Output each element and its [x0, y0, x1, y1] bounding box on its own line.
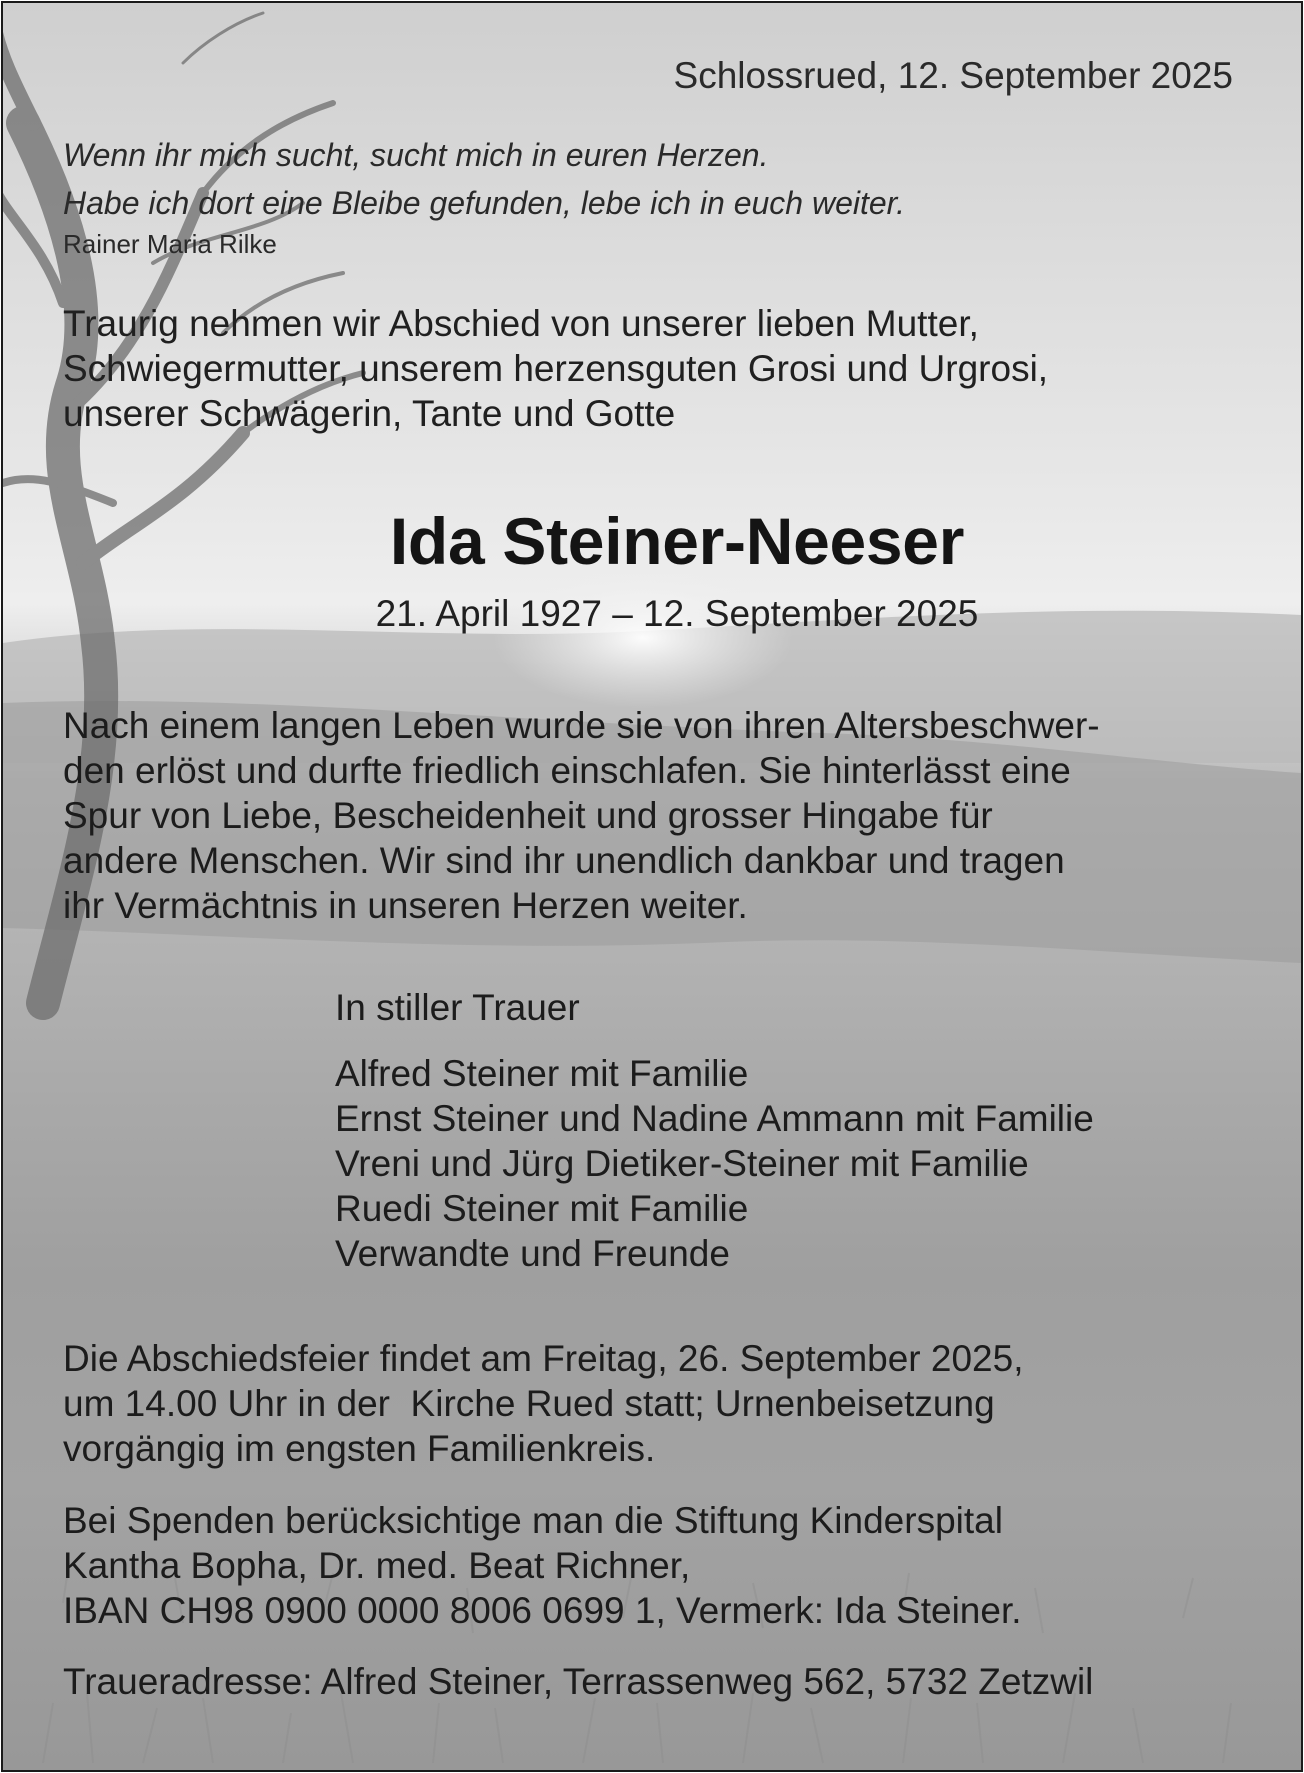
deceased-name: Ida Steiner-Neeser: [389, 504, 965, 578]
ceremony-info: Die Abschiedsfeier findet am Freitag, 26. September 2025, um 14.00 Uhr in der Kirche Rued statt; Urnenbeisetzung vorgängig im engsten Familienkreis.: [63, 1338, 1024, 1469]
obituary-notice: [1, 1, 1303, 1772]
farewell-intro: Traurig nehmen wir Abschied von unserer lieben Mutter, Schwiegermutter, unserem herzensguten Grosi und Urgrosi, unserer Schwägerin, Tante und Gotte: [63, 303, 1049, 434]
mourner-item: Ruedi Steiner mit Familie: [335, 1188, 749, 1229]
mourning-address: Traueradresse: Alfred Steiner, Terrassenweg 562, 5732 Zetzwil: [63, 1661, 1094, 1702]
sun-glow: [493, 568, 793, 708]
quote-author: Rainer Maria Rilke: [63, 229, 277, 259]
place-date: Schlossrued, 12. September 2025: [673, 55, 1233, 96]
tribute-paragraph: Nach einem langen Leben wurde sie von ihren Altersbeschwer- den erlöst und durfte friedlich einschlafen. Sie hinterlässt eine Spur von Liebe, Bescheidenheit und grosser Hingabe für andere Menschen. Wir sind ihr unendlich dankbar und tragen ihr Vermächtnis in unseren Herzen weiter.: [63, 705, 1100, 926]
mourner-item: Ernst Steiner und Nadine Ammann mit Familie: [335, 1098, 1094, 1139]
mourner-item: Vreni und Jürg Dietiker-Steiner mit Familie: [335, 1143, 1029, 1184]
rilke-quote: Wenn ihr mich sucht, sucht mich in euren Herzen. Habe ich dort eine Bleibe gefunden, lebe ich in euch weiter.: [63, 137, 906, 221]
mourner-list: [335, 1051, 1094, 1276]
mourner-item: Alfred Steiner mit Familie: [335, 1053, 749, 1094]
life-dates: 21. April 1927 – 12. September 2025: [375, 593, 979, 634]
donation-info: Bei Spenden berücksichtige man die Stiftung Kinderspital Kantha Bopha, Dr. med. Beat Richner, IBAN CH98 0900 0000 8006 0699 1, Vermerk: Ida Steiner.: [63, 1500, 1022, 1631]
mourner-item: Verwandte und Freunde: [335, 1233, 730, 1274]
mourning-title: In stiller Trauer: [335, 987, 580, 1028]
